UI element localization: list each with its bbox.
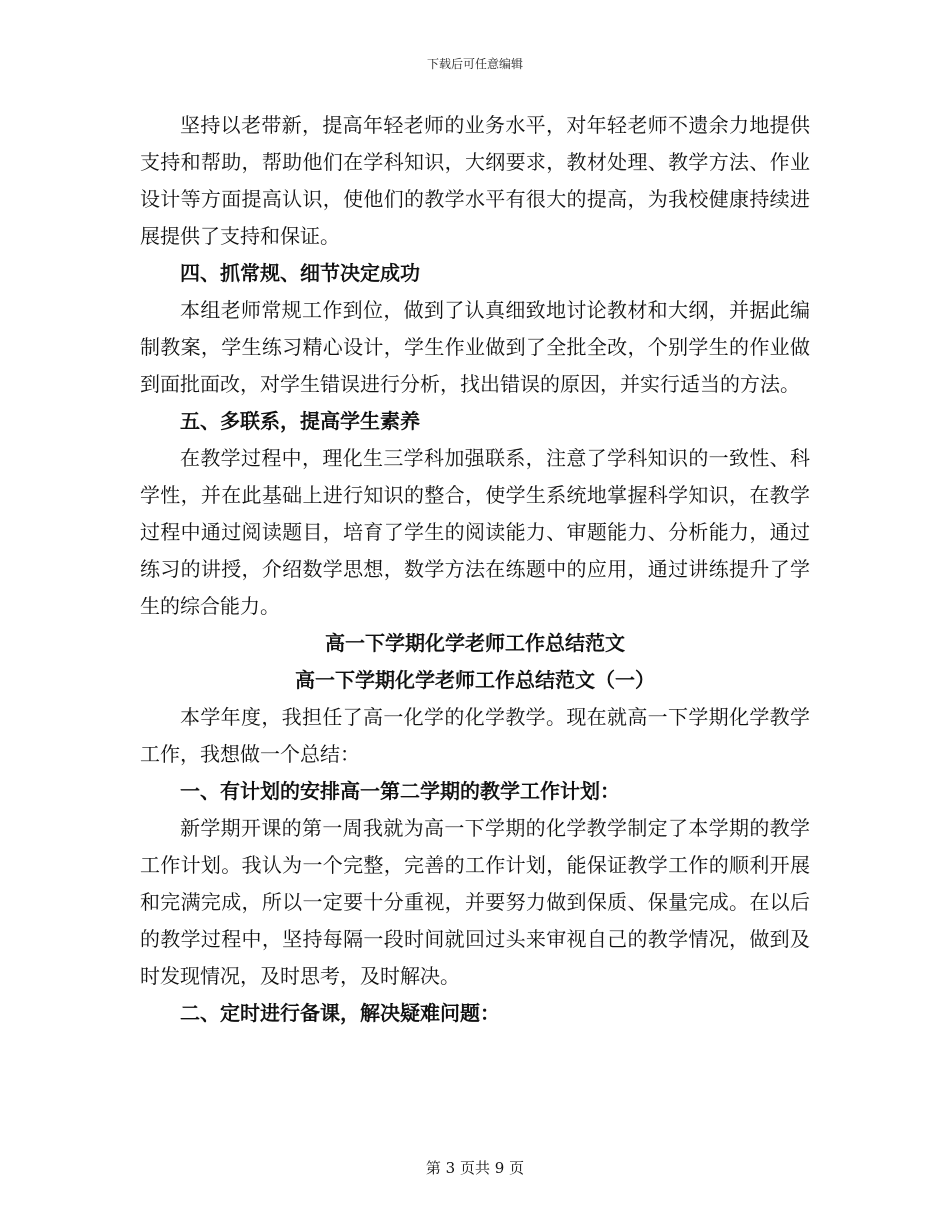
document-subtitle: 高一下学期化学老师工作总结范文（一） <box>295 668 655 692</box>
page-footer: 第 3 页共 9 页 <box>425 1159 525 1177</box>
paragraph-routine: 本组老师常规工作到位，做到了认真细致地讨论教材和大纲，并据此编制教案，学生练习精心设计，学生作业做到了全批全改，个别学生的作业做到面批面改，对学生错误进行分析，找出错误的原因，并实行适当的方法。 <box>140 298 810 396</box>
paragraph-mentoring: 坚持以老带新，提高年轻老师的业务水平，对年轻老师不遗余力地提供支持和帮助，帮助他们在学科知识，大纲要求，教材处理、教学方法、作业设计等方面提高认识，使他们的教学水平有很大的提高，为我校健康持续进展提供了支持和保证。 <box>140 113 810 248</box>
document-title: 高一下学期化学老师工作总结范文 <box>325 631 625 655</box>
paragraph-integration: 在教学过程中，理化生三学科加强联系，注意了学科知识的一致性、科学性，并在此基础上进行知识的整合，使学生系统地掌握科学知识，在教学过程中通过阅读题目，培育了学生的阅读能力、审题能力、分析能力，通过练习的讲授，介绍数学思想，数学方法在练题中的应用，通过讲练提升了学生的综合能力。 <box>140 446 810 618</box>
page-header: 下载后可任意编辑 <box>426 57 523 71</box>
section-heading-4: 四、抓常规、细节决定成功 <box>180 261 420 285</box>
section-heading-2: 二、定时进行备课，解决疑难问题： <box>180 1001 500 1025</box>
document-body <box>140 107 810 1032</box>
section-heading-5: 五、多联系，提高学生素养 <box>180 409 420 433</box>
paragraph-intro: 本学年度，我担任了高一化学的化学教学。现在就高一下学期化学教学工作，我想做一个总结： <box>140 705 810 766</box>
section-heading-1: 一、有计划的安排高一第二学期的教学工作计划： <box>180 779 620 803</box>
paragraph-plan: 新学期开课的第一周我就为高一下学期的化学教学制定了本学期的教学工作计划。我认为一个完整，完善的工作计划，能保证教学工作的顺利开展和完满完成，所以一定要十分重视，并要努力做到保质、保量完成。在以后的教学过程中，坚持每隔一段时间就回过头来审视自己的教学情况，做到及时发现情况，及时思考，及时解决。 <box>140 816 810 988</box>
